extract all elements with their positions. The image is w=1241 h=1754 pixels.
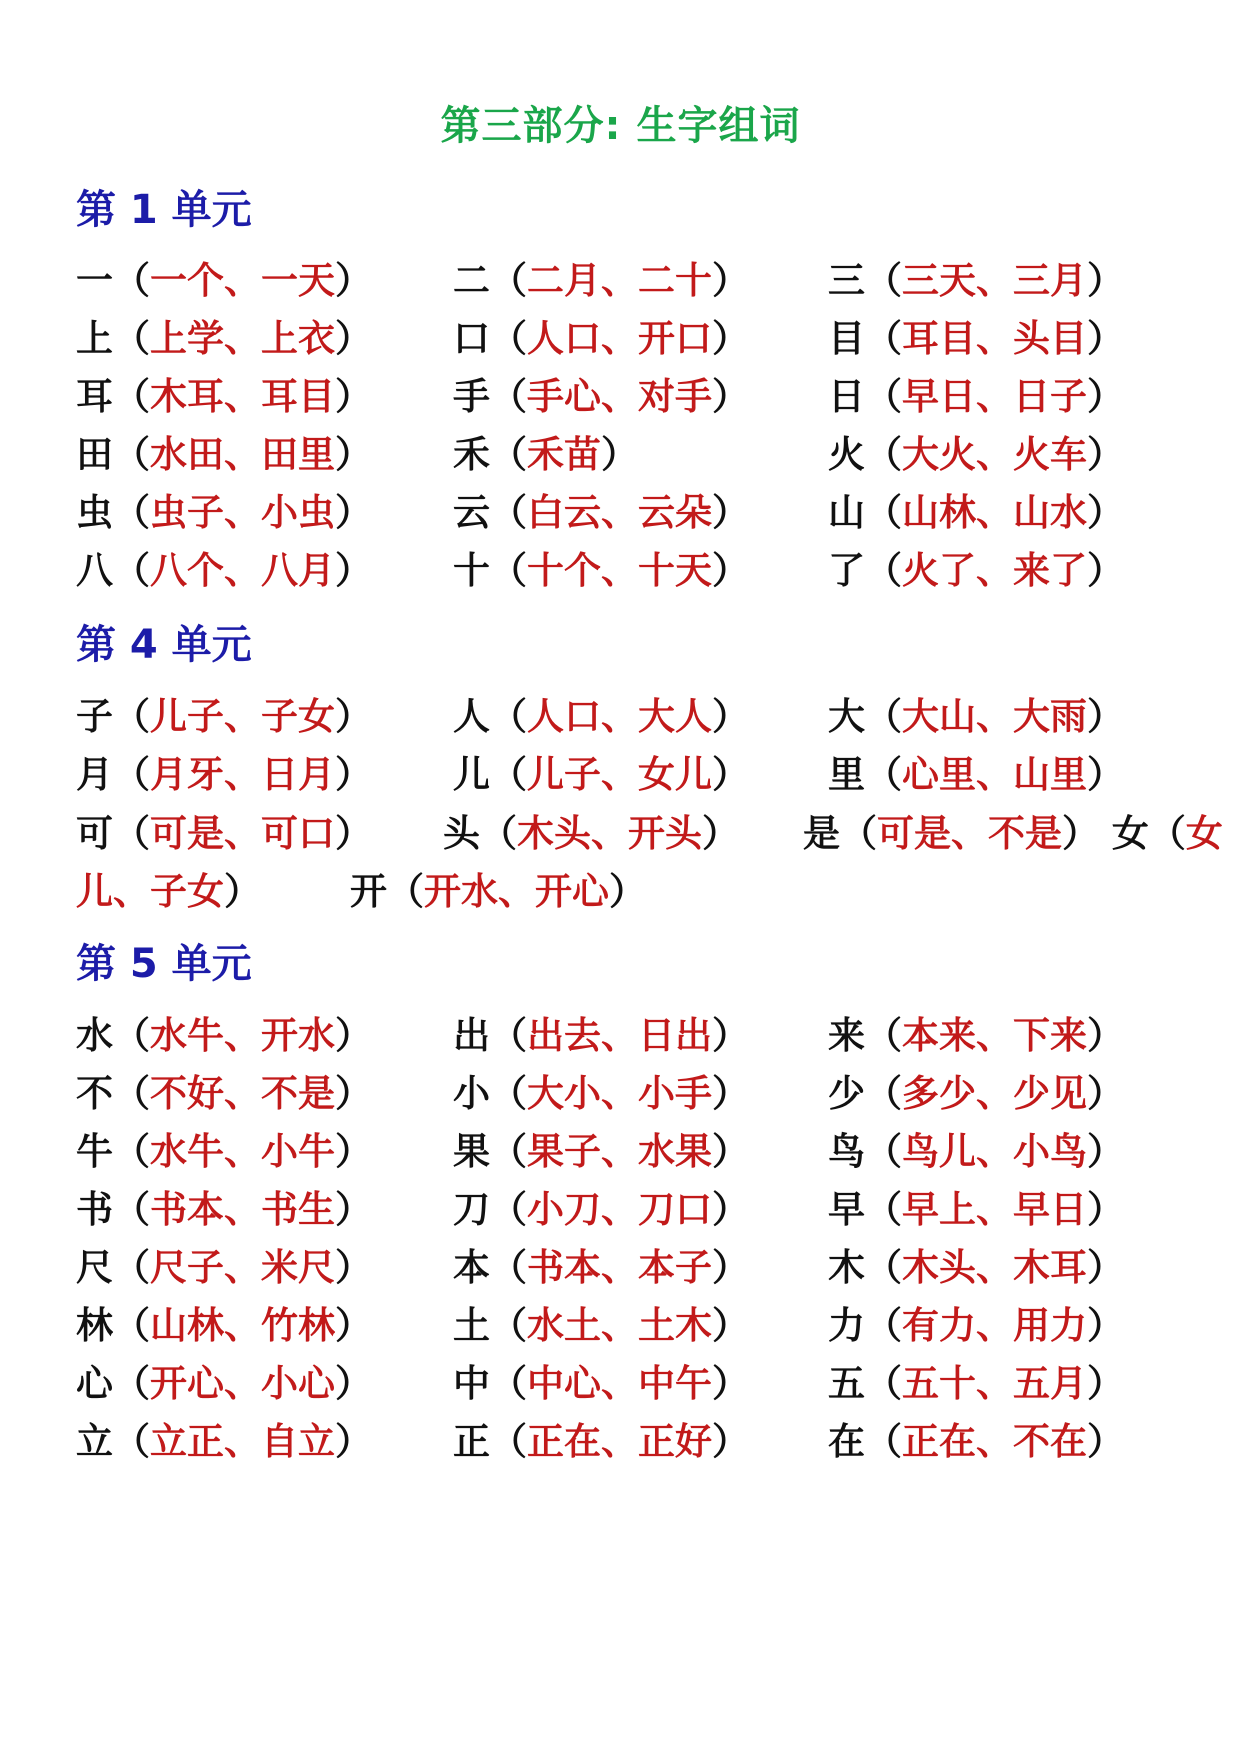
vocab-entry: 本（书本、本子） — [453, 1246, 749, 1289]
vocab-entry: 三（三天、三月） — [828, 259, 1124, 302]
vocab-entry: 里（心里、山里） — [828, 753, 1124, 796]
vocab-words: 儿子、女儿 — [527, 753, 712, 796]
vocab-words: 早日、日子 — [902, 375, 1087, 418]
vocab-char: 火 — [828, 433, 865, 476]
vocab-line — [443, 803, 739, 857]
vocab-words: 十个、十天 — [527, 549, 712, 592]
vocab-entry: 开（开水、开心） — [350, 870, 646, 913]
vocab-char: 耳 — [76, 375, 113, 418]
vocab-words: 人口、大人 — [527, 695, 712, 738]
vocab-char: 来 — [828, 1014, 865, 1057]
vocab-row — [76, 1121, 1196, 1171]
vocab-words: 本来、下来 — [902, 1014, 1087, 1057]
vocab-char: 田 — [76, 433, 113, 476]
vocab-words: 书本、书生 — [150, 1188, 335, 1231]
vocab-entry: 早（早上、早日） — [828, 1188, 1124, 1231]
unit-heading: 第 5 单元 — [76, 941, 252, 987]
vocab-entry-continued: 儿、子女） — [76, 870, 261, 913]
vocab-char: 人 — [453, 695, 490, 738]
vocab-row — [76, 250, 1196, 300]
vocab-words: 鸟儿、小鸟 — [902, 1130, 1087, 1173]
vocab-entry: 刀（小刀、刀口） — [453, 1188, 749, 1231]
vocab-char: 禾 — [453, 433, 490, 476]
vocab-entry: 了（火了、来了） — [828, 549, 1124, 592]
vocab-char: 二 — [453, 259, 490, 302]
vocab-char: 虫 — [76, 491, 113, 534]
vocab-entry: 林（山林、竹林） — [76, 1304, 372, 1347]
vocab-row — [76, 540, 1196, 590]
vocab-words: 白云、云朵 — [527, 491, 712, 534]
vocab-entry: 火（大火、火车） — [828, 433, 1124, 476]
vocab-entry: 力（有力、用力） — [828, 1304, 1124, 1347]
page-title: 第三部分: 生字组词 — [440, 103, 801, 149]
vocab-char: 月 — [76, 753, 113, 796]
vocab-line — [76, 861, 261, 915]
vocab-entry: 八（八个、八月） — [76, 549, 372, 592]
vocab-char: 上 — [76, 317, 113, 360]
vocab-char: 里 — [828, 753, 865, 796]
vocab-words: 一个、一天 — [150, 259, 335, 302]
vocab-char: 一 — [76, 259, 113, 302]
vocab-entry: 上（上学、上衣） — [76, 317, 372, 360]
vocab-line — [350, 861, 646, 915]
vocab-entry: 是（可是、不是） — [803, 812, 1099, 855]
vocab-words: 正在、正好 — [527, 1420, 712, 1463]
vocab-entry: 书（书本、书生） — [76, 1188, 372, 1231]
vocab-entry: 禾（禾苗） — [453, 433, 638, 476]
vocab-entry: 口（人口、开口） — [453, 317, 749, 360]
vocab-char: 力 — [828, 1304, 865, 1347]
vocab-char: 林 — [76, 1304, 113, 1347]
vocab-words: 开心、小心 — [150, 1362, 335, 1405]
vocab-words: 上学、上衣 — [150, 317, 335, 360]
unit-heading: 第 1 单元 — [76, 187, 252, 233]
vocab-words: 二月、二十 — [527, 259, 712, 302]
vocab-row — [76, 308, 1196, 358]
vocab-entry: 日（早日、日子） — [828, 375, 1124, 418]
vocab-char: 木 — [828, 1246, 865, 1289]
vocab-char: 立 — [76, 1420, 113, 1463]
vocab-char: 子 — [76, 695, 113, 738]
vocab-entry: 女（女 — [1111, 812, 1223, 855]
vocab-char: 本 — [453, 1246, 490, 1289]
vocab-row — [76, 1237, 1196, 1287]
vocab-words: 心里、山里 — [902, 753, 1087, 796]
vocab-entry: 不（不好、不是） — [76, 1072, 372, 1115]
vocab-entry: 鸟（鸟儿、小鸟） — [828, 1130, 1124, 1173]
vocab-char: 云 — [453, 491, 490, 534]
vocab-entry: 水（水牛、开水） — [76, 1014, 372, 1057]
vocab-words: 山林、竹林 — [150, 1304, 335, 1347]
vocab-entry: 十（十个、十天） — [453, 549, 749, 592]
vocab-char: 鸟 — [828, 1130, 865, 1173]
vocab-words: 禾苗 — [527, 433, 601, 476]
vocab-entry: 田（水田、田里） — [76, 433, 372, 476]
vocab-char: 尺 — [76, 1246, 113, 1289]
vocab-entry: 心（开心、小心） — [76, 1362, 372, 1405]
vocab-char: 早 — [828, 1188, 865, 1231]
vocab-entry: 耳（木耳、耳目） — [76, 375, 372, 418]
vocab-entry: 可（可是、可口） — [76, 812, 372, 855]
vocab-char: 儿 — [453, 753, 490, 796]
vocab-char: 口 — [453, 317, 490, 360]
vocab-entry: 在（正在、不在） — [828, 1420, 1124, 1463]
vocab-entry: 中（中心、中午） — [453, 1362, 749, 1405]
vocab-entry: 手（手心、对手） — [453, 375, 749, 418]
vocab-words: 尺子、米尺 — [150, 1246, 335, 1289]
vocab-entry: 正（正在、正好） — [453, 1420, 749, 1463]
vocab-words: 三天、三月 — [902, 259, 1087, 302]
vocab-words: 有力、用力 — [902, 1304, 1087, 1347]
vocab-words: 虫子、小虫 — [150, 491, 335, 534]
vocab-words: 果子、水果 — [527, 1130, 712, 1173]
vocab-char: 五 — [828, 1362, 865, 1405]
vocab-char: 小 — [453, 1072, 490, 1115]
vocab-entry: 果（果子、水果） — [453, 1130, 749, 1173]
vocab-words: 月牙、日月 — [150, 753, 335, 796]
vocab-char: 在 — [828, 1420, 865, 1463]
vocab-char: 大 — [828, 695, 865, 738]
vocab-entry: 来（本来、下来） — [828, 1014, 1124, 1057]
vocab-row — [76, 424, 1196, 474]
vocab-row — [76, 366, 1196, 416]
vocab-words: 木耳、耳目 — [150, 375, 335, 418]
vocab-row — [76, 482, 1196, 532]
vocab-char: 出 — [453, 1014, 490, 1057]
vocab-words: 水田、田里 — [150, 433, 335, 476]
vocab-entry: 牛（水牛、小牛） — [76, 1130, 372, 1173]
vocab-row — [76, 1063, 1196, 1113]
vocab-words: 书本、本子 — [527, 1246, 712, 1289]
vocab-words: 大小、小手 — [527, 1072, 712, 1115]
vocab-entry: 云（白云、云朵） — [453, 491, 749, 534]
vocab-entry: 土（水土、土木） — [453, 1304, 749, 1347]
vocab-entry: 目（耳目、头目） — [828, 317, 1124, 360]
vocab-entry: 虫（虫子、小虫） — [76, 491, 372, 534]
unit-heading: 第 4 单元 — [76, 622, 252, 668]
vocab-char: 正 — [453, 1420, 490, 1463]
vocab-char: 十 — [453, 549, 490, 592]
vocab-words: 木头、木耳 — [902, 1246, 1087, 1289]
vocab-row — [76, 1411, 1196, 1461]
vocab-words: 立正、自立 — [150, 1420, 335, 1463]
vocab-words: 早上、早日 — [902, 1188, 1087, 1231]
vocab-char: 果 — [453, 1130, 490, 1173]
vocab-words: 水土、土木 — [527, 1304, 712, 1347]
vocab-char: 不 — [76, 1072, 113, 1115]
vocab-line — [803, 803, 1223, 857]
vocab-words: 水牛、小牛 — [150, 1130, 335, 1173]
vocab-words: 耳目、头目 — [902, 317, 1087, 360]
vocab-words: 儿子、子女 — [150, 695, 335, 738]
vocab-char: 少 — [828, 1072, 865, 1115]
vocab-char: 八 — [76, 549, 113, 592]
vocab-words: 人口、开口 — [527, 317, 712, 360]
vocab-char: 目 — [828, 317, 865, 360]
vocab-words: 正在、不在 — [902, 1420, 1087, 1463]
vocab-row — [76, 1353, 1196, 1403]
vocab-entry: 一（一个、一天） — [76, 259, 372, 302]
vocab-row — [76, 744, 1196, 794]
vocab-words: 火了、来了 — [902, 549, 1087, 592]
vocab-char: 了 — [828, 549, 865, 592]
vocab-entry: 子（儿子、子女） — [76, 695, 372, 738]
vocab-char: 牛 — [76, 1130, 113, 1173]
vocab-words: 多少、少见 — [902, 1072, 1087, 1115]
vocab-char: 书 — [76, 1188, 113, 1231]
vocab-entry: 少（多少、少见） — [828, 1072, 1124, 1115]
vocab-words: 中心、中午 — [527, 1362, 712, 1405]
vocab-words: 不好、不是 — [150, 1072, 335, 1115]
vocab-entry: 月（月牙、日月） — [76, 753, 372, 796]
vocab-char: 日 — [828, 375, 865, 418]
vocab-entry: 山（山林、山水） — [828, 491, 1124, 534]
vocab-entry: 小（大小、小手） — [453, 1072, 749, 1115]
vocab-words: 出去、日出 — [527, 1014, 712, 1057]
vocab-row — [76, 1005, 1196, 1055]
vocab-row — [76, 686, 1196, 736]
vocab-entry: 木（木头、木耳） — [828, 1246, 1124, 1289]
vocab-row — [76, 1295, 1196, 1345]
vocab-words: 山林、山水 — [902, 491, 1087, 534]
vocab-char: 水 — [76, 1014, 113, 1057]
vocab-char: 三 — [828, 259, 865, 302]
vocab-words: 水牛、开水 — [150, 1014, 335, 1057]
vocab-words: 大火、火车 — [902, 433, 1087, 476]
vocab-words: 五十、五月 — [902, 1362, 1087, 1405]
vocab-entry: 大（大山、大雨） — [828, 695, 1124, 738]
vocab-char: 刀 — [453, 1188, 490, 1231]
vocab-char: 中 — [453, 1362, 490, 1405]
vocab-row — [76, 1179, 1196, 1229]
vocab-entry: 尺（尺子、米尺） — [76, 1246, 372, 1289]
vocab-char: 山 — [828, 491, 865, 534]
vocab-line — [76, 803, 372, 857]
vocab-entry: 出（出去、日出） — [453, 1014, 749, 1057]
vocab-entry: 二（二月、二十） — [453, 259, 749, 302]
vocab-entry: 立（立正、自立） — [76, 1420, 372, 1463]
vocab-entry: 五（五十、五月） — [828, 1362, 1124, 1405]
vocab-words: 八个、八月 — [150, 549, 335, 592]
vocab-char: 心 — [76, 1362, 113, 1405]
vocab-entry: 人（人口、大人） — [453, 695, 749, 738]
vocab-char: 土 — [453, 1304, 490, 1347]
vocab-words: 手心、对手 — [527, 375, 712, 418]
vocab-entry: 头（木头、开头） — [443, 812, 739, 855]
vocab-words: 小刀、刀口 — [527, 1188, 712, 1231]
vocab-char: 手 — [453, 375, 490, 418]
vocab-words: 大山、大雨 — [902, 695, 1087, 738]
vocab-entry: 儿（儿子、女儿） — [453, 753, 749, 796]
